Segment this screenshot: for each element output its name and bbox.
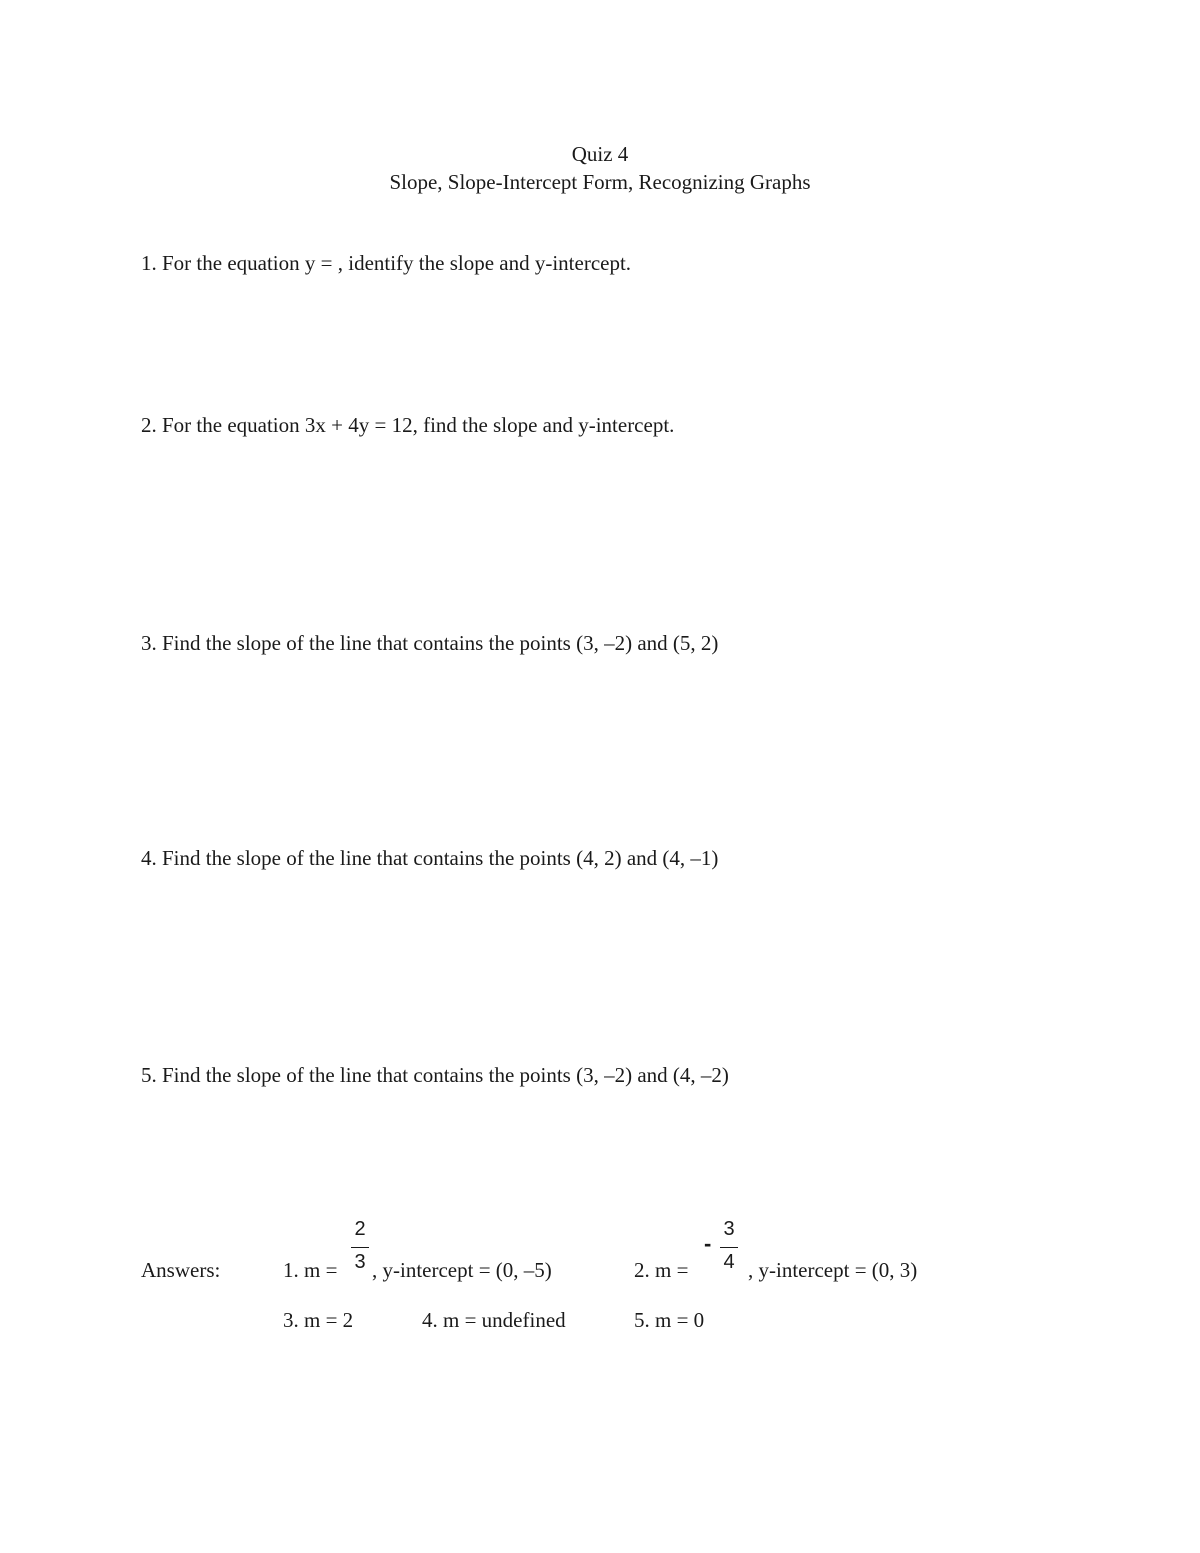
answer-1-suffix: , y-intercept = (0, –5) [372, 1258, 552, 1282]
answer-2-denominator: 4 [723, 1251, 735, 1273]
question-3: 3. Find the slope of the line that contains the points (3, –2) and (5, 2) [141, 631, 719, 655]
answer-1-fraction [350, 1218, 370, 1278]
answer-2-numerator: 3 [723, 1218, 735, 1240]
answer-4: 4. m = undefined [422, 1308, 566, 1332]
answer-1-numerator: 2 [354, 1218, 366, 1240]
answer-1-prefix: 1. m = [283, 1258, 338, 1282]
answers-label: Answers: [141, 1258, 221, 1282]
answer-3: 3. m = 2 [283, 1308, 354, 1332]
fraction-bar [720, 1247, 738, 1248]
answer-2-fraction [719, 1218, 739, 1278]
fraction-bar [351, 1247, 369, 1248]
answer-5: 5. m = 0 [634, 1308, 705, 1332]
answer-1-denominator: 3 [354, 1251, 366, 1273]
page-subtitle: Slope, Slope-Intercept Form, Recognizing Graphs [389, 170, 811, 194]
page-title: Quiz 4 [571, 142, 629, 166]
question-4: 4. Find the slope of the line that contains the points (4, 2) and (4, –1) [141, 846, 719, 870]
answer-2-prefix: 2. m = [634, 1258, 689, 1282]
question-2: 2. For the equation 3x + 4y = 12, find the slope and y-intercept. [141, 413, 675, 437]
answer-2-sign: - [704, 1231, 712, 1256]
answer-2-suffix: , y-intercept = (0, 3) [748, 1258, 918, 1282]
question-1: 1. For the equation y = , identify the slope and y-intercept. [141, 251, 632, 275]
question-5: 5. Find the slope of the line that contains the points (3, –2) and (4, –2) [141, 1063, 729, 1087]
